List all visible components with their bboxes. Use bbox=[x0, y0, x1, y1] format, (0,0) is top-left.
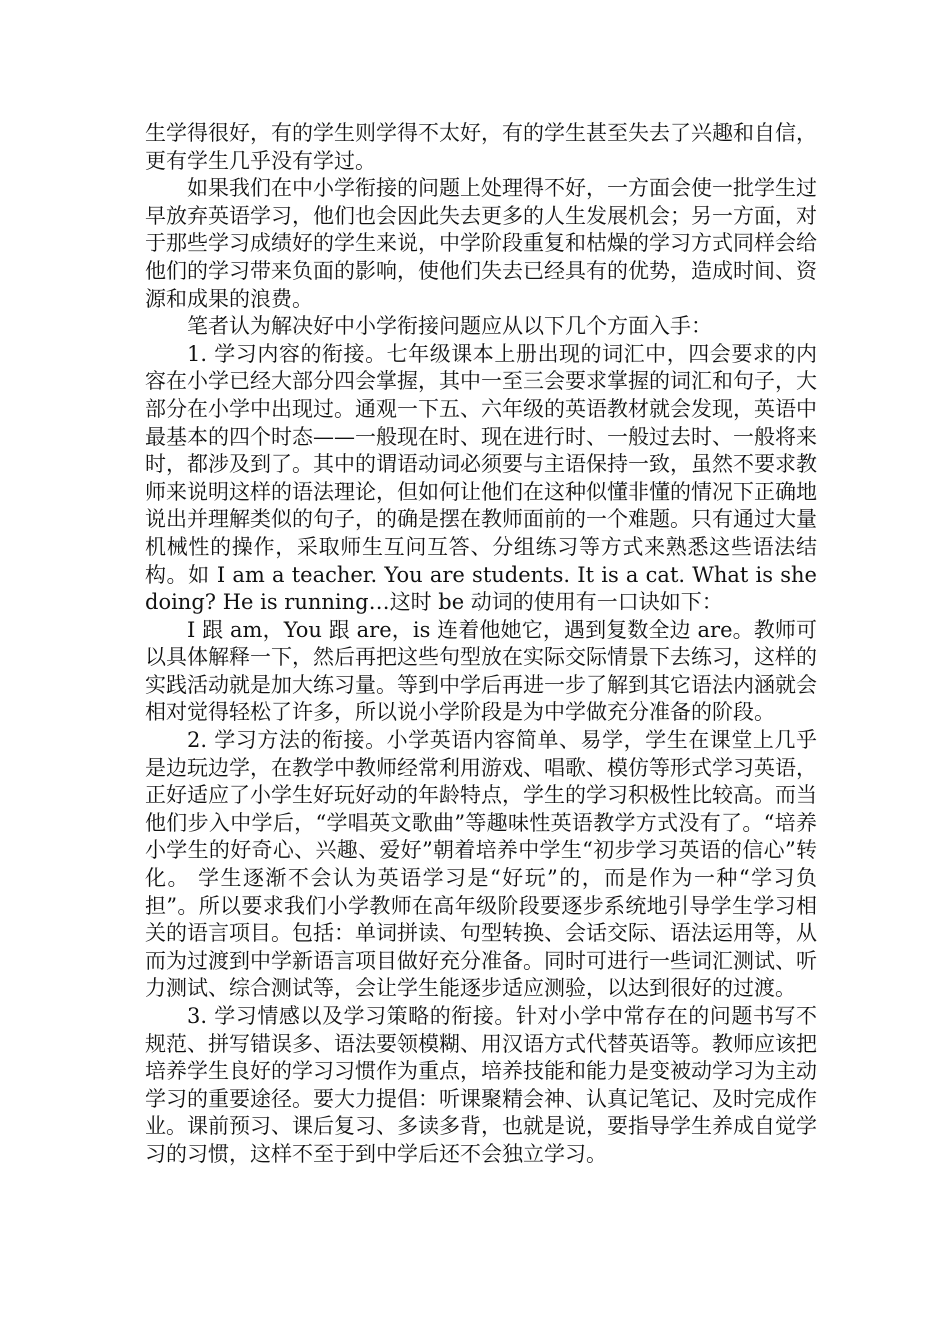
paragraph-method-transition: 2. 学习方法的衔接。小学英语内容简单、易学，学生在课堂上几乎是边玩边学，在教学中教师经常利用游戏、唱歌、模仿等形式学习英语，正好适应了小学生好玩好动的年龄特点，学生的学习积极性比较高。而当他们步入中学后，“学唱英文歌曲”等趣味性英语教学方式没有了。“培养小学生的好奇心、兴趣、爱好”朝着培养中学生“初步学习英语的信心”转化。 学生逐渐不会认为英语学习是“好玩”的，而是作为一种“学习负担”。所以要求我们小学教师在高年级阶段要逐步系统地引导学生学习相关的语言项目。包括：单词拼读、句型转换、会话交际、语法运用等，从而为过渡到中学新语言项目做好充分准备。同时可进行一些词汇测试、听力测试、综合测试等，会让学生能逐步适应测验，以达到很好的过渡。 bbox=[145, 728, 817, 1001]
paragraph-strategy-transition: 3. 学习情感以及学习策略的衔接。针对小学中常存在的问题书写不规范、拼写错误多、语法要领模糊、用汉语方式代替英语等。教师应该把培养学生良好的学习习惯作为重点，培养技能和能力是变被动学习为主动学习的重要途径。要大力提倡：听课聚精会神、认真记笔记、及时完成作业。课前预习、课后复习、多读多背，也就是说，要指导学生养成自觉学习的习惯，这样不至于到中学后还不会独立学习。 bbox=[145, 1004, 817, 1166]
paragraph-intro: 笔者认为解决好中小学衔接问题应从以下几个方面入手： bbox=[187, 314, 712, 339]
paragraph-mnemonic: I 跟 am，You 跟 are，is 连着他她它，遇到复数全边 are。教师可以具体解释一下，然后再把这些句型放在实际交际情景下去练习，这样的实践活动就是加大练习量。等到中学后再进一步了解到其它语法内涵就会相对觉得轻松了许多，所以说小学阶段是为中学做充分准备的阶段。 bbox=[145, 617, 817, 725]
document-body bbox=[145, 120, 817, 1169]
paragraph-continuation: 生学得很好，有的学生则学得不太好，有的学生甚至失去了兴趣和自信，更有学生几乎没有学过。 bbox=[145, 121, 817, 173]
paragraph-content-transition: 1. 学习内容的衔接。七年级课本上册出现的词汇中，四会要求的内容在小学已经大部分四会掌握，其中一至三会要求掌握的词汇和句子，大部分在小学中出现过。通观一下五、六年级的英语教材就会发现，英语中最基本的四个时态——一般现在时、现在进行时、一般过去时、一般将来时，都涉及到了。其中的谓语动词必须要与主语保持一致，虽然不要求教师来说明这样的语法理论，但如何让他们在这种似懂非懂的情况下正确地说出并理解类似的句子，的确是摆在教师面前的一个难题。只有通过大量机械性的操作，采取师生互问互答、分组练习等方式来熟悉这些语法结构。如 I am a teacher. You are students. It is a cat. What is she doing? He is running…这时 be 动词的使用有一口诀如下： bbox=[145, 341, 817, 615]
paragraph-problem: 如果我们在中小学衔接的问题上处理得不好，一方面会使一批学生过早放弃英语学习，他们也会因此失去更多的人生发展机会；另一方面，对于那些学习成绩好的学生来说，中学阶段重复和枯燥的学习方式同样会给他们的学习带来负面的影响，使他们失去已经具有的优势，造成时间、资源和成果的浪费。 bbox=[145, 176, 817, 311]
